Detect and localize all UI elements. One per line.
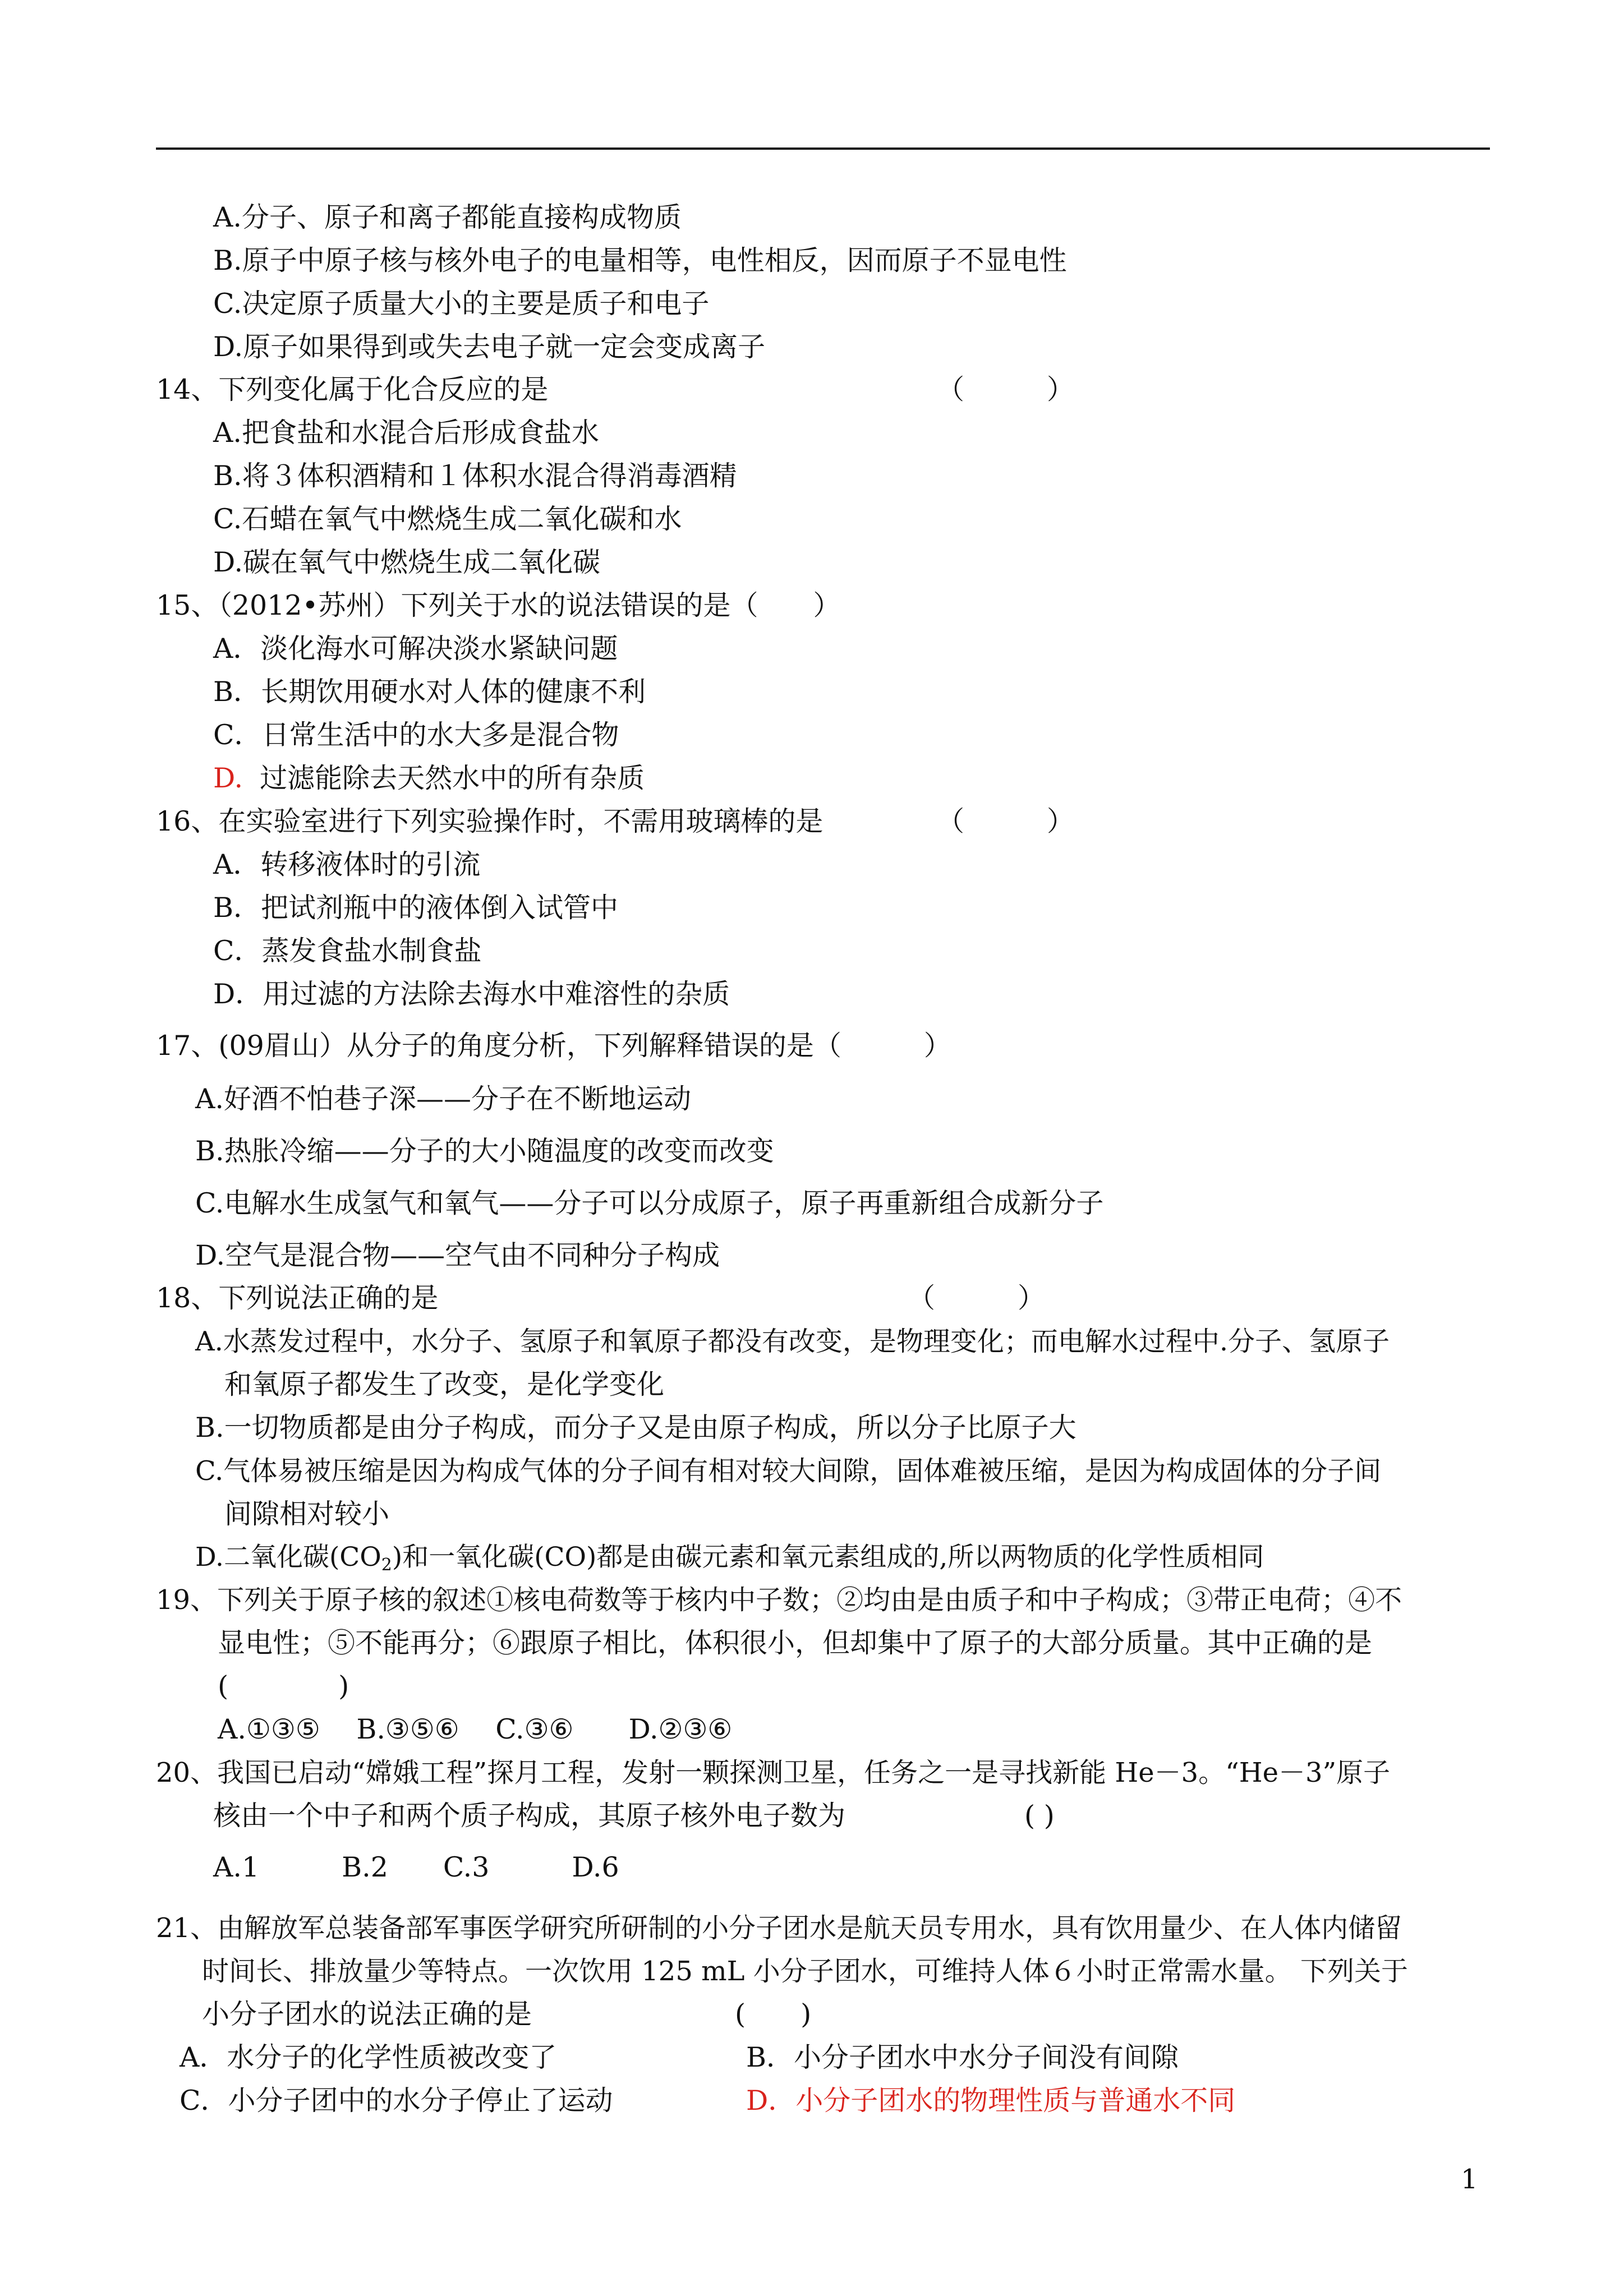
q19-stem-cont: 显电性；⑤不能再分；⑥跟原子相比，体积很小，但却集中了原子的大部分质量。其中正确的是: [218, 1627, 1373, 1659]
q20-stem-cont: 核由一个中子和两个质子构成，其原子核外电子数为: [213, 1800, 846, 1832]
q18-option-c: C.气体易被压缩是因为构成气体的分子间有相对较大间隙，固体难被压缩，是因为构成固体的分子间: [195, 1455, 1382, 1487]
q16-stem: 16、在实验室进行下列实验操作时，不需用玻璃棒的是: [156, 805, 823, 837]
q14-option-d: D.碳在氧气中燃烧生成二氧化碳: [213, 546, 601, 578]
q14-stem: 14、下列变化属于化合反应的是: [156, 374, 549, 405]
q15-stem: 15、（2012•苏州）下列关于水的说法错误的是（ ）: [156, 589, 841, 621]
q17-option-a: A.好酒不怕巷子深——分子在不断地运动: [195, 1083, 691, 1115]
q20-answer-paren: ( ): [1024, 1800, 1055, 1832]
q18-answer-paren: （ ）: [908, 1282, 1046, 1314]
page-number: 1: [1461, 2164, 1478, 2195]
q13-option-a: A.分子、原子和离子都能直接构成物质: [213, 201, 682, 233]
q15-option-a: A．淡化海水可解决淡水紧缺问题: [213, 633, 618, 665]
q18-stem: 18、下列说法正确的是: [156, 1282, 439, 1314]
q15-option-d-label: D.: [213, 762, 243, 794]
q13-option-b: B.原子中原子核与核外电子的电量相等，电性相反，因而原子不显电性: [213, 245, 1067, 276]
q18-option-b: B.一切物质都是由分子构成，而分子又是由原子构成，所以分子比原子大: [195, 1412, 1076, 1444]
q21-stem-cont: 时间长、排放量少等特点。一次饮用 125 mL 小分子团水，可维持人体６小时正常需水量。 下列关于: [202, 1956, 1409, 1987]
q18-option-a: A.水蒸发过程中，水分子、氢原子和氧原子都没有改变，是物理变化；而电解水过程中.分子、氢原子: [195, 1326, 1390, 1357]
q14-option-c: C.石蜡在氧气中燃烧生成二氧化碳和水: [213, 503, 682, 535]
q17-option-d: D.空气是混合物——空气由不同种分子构成: [195, 1239, 720, 1271]
q15-option-c: C．日常生活中的水大多是混合物: [213, 719, 619, 751]
q21-option-c: C．小分子团中的水分子停止了运动: [180, 2085, 613, 2117]
q21-option-d: D．小分子团水的物理性质与普通水不同: [746, 2085, 1236, 2117]
q16-option-b: B．把试剂瓶中的液体倒入试管中: [213, 892, 619, 924]
q16-answer-paren: （ ）: [937, 805, 1075, 837]
q18-option-c-cont: 间隙相对较小: [224, 1498, 390, 1530]
q17-stem: 17、(09眉山）从分子的角度分析，下列解释错误的是（ ）: [156, 1030, 951, 1062]
q16-option-c: C．蒸发食盐水制食盐: [213, 935, 482, 967]
q14-answer-paren: （ ）: [937, 374, 1075, 405]
q21-stem-cont-2: 小分子团水的说法正确的是: [202, 1998, 532, 2030]
q14-option-a: A.把食盐和水混合后形成食盐水: [213, 417, 599, 449]
q13-option-c: C.决定原子质量大小的主要是质子和电子: [213, 288, 710, 320]
q19-options: A.①③⑤ B.③⑤⑥ C.③⑥ D.②③⑥: [218, 1713, 733, 1745]
q16-option-a: A．转移液体时的引流: [213, 849, 481, 880]
q21-answer-paren: ( ): [735, 1998, 812, 2030]
q18-option-d: D.二氧化碳$(CO_2)$和一氧化碳(CO)都是由碳元素和氧元素组成的,所以两物质的化学性质相同: [195, 1542, 1264, 1575]
q19-stem: 19、下列关于原子核的叙述①核电荷数等于核内中子数；②均由是由质子和中子构成；③带正电荷；④不: [156, 1584, 1402, 1616]
q15-option-d: D. 过滤能除去天然水中的所有杂质: [213, 762, 645, 794]
q17-option-b: B.热胀冷缩——分子的大小随温度的改变而改变: [195, 1135, 774, 1167]
q20-options: A.1 B.2 C.3 D.6: [213, 1851, 619, 1883]
q21-stem: 21、由解放军总装备部军事医学研究所研制的小分子团水是航天员专用水，具有饮用量少、在人体内储留: [156, 1912, 1402, 1944]
q17-option-c: C.电解水生成氢气和氧气——分子可以分成原子，原子再重新组合成新分子: [195, 1187, 1104, 1219]
q16-option-d: D．用过滤的方法除去海水中难溶性的杂质: [213, 978, 730, 1010]
q18-option-a-cont: 和氧原子都发生了改变，是化学变化: [224, 1368, 665, 1400]
q20-stem: 20、我国已启动“嫦娥工程”探月工程，发射一颗探测卫星，任务之一是寻找新能 He－3。“He－3”原子: [156, 1757, 1391, 1788]
q14-option-b: B.将３体积酒精和１体积水混合得消毒酒精: [213, 460, 737, 492]
q19-answer-paren: ( ): [218, 1670, 349, 1702]
q21-option-b: B．小分子团水中水分子间没有间隙: [746, 2041, 1179, 2073]
q21-option-a: A．水分子的化学性质被改变了: [180, 2041, 557, 2073]
q13-option-d: D.原子如果得到或失去电子就一定会变成离子: [213, 331, 766, 363]
q15-option-b: B．长期饮用硬水对人体的健康不利: [213, 676, 646, 708]
header-rule: [156, 147, 1490, 150]
